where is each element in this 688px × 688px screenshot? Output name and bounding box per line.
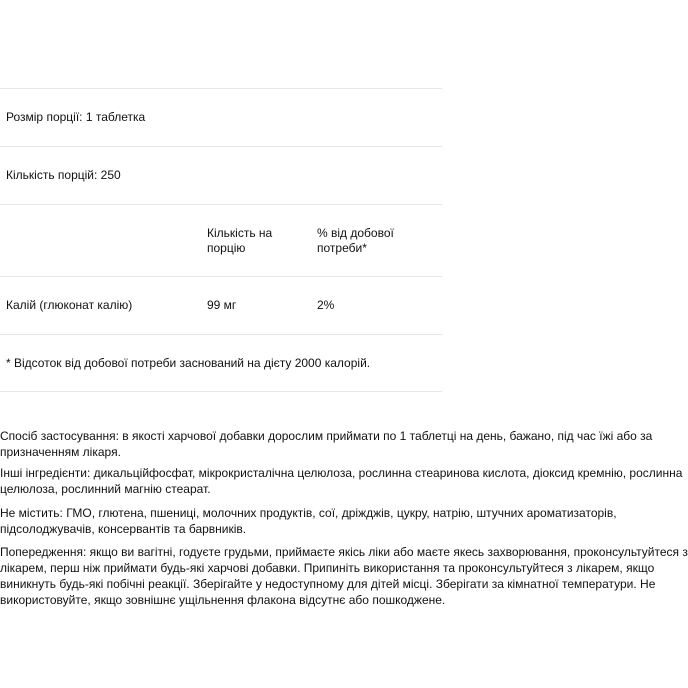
daily-value-footnote: * Відсоток від добової потреби заснований на дієту 2000 калорій. [6,356,371,370]
ingredient-amount: 99 мг [207,298,237,312]
serving-size-text: Розмір порції: 1 таблетка [6,110,146,124]
other-ingredients: Інші інгредієнти: дикальційфосфат, мікрокристалічна целюлоза, рослинна стеаринова кислота, діоксид кремнію, рослинна целюлоза, рослинний магнію стеарат. [0,466,683,496]
table-row [0,276,442,334]
warning-text: Попередження: якщо ви вагітні, годуєте грудьми, приймаєте якісь ліки або маєте якесь захворювання, проконсультуйтеся з лікарем, перш ніж приймати будь-які харчові добавки. Припиніть використання та проконсультуйтеся з лікарем, якщо виникнуть будь-які побічні реакції. Зберігайте у недоступному для дітей місці. Зберігати за кімнатної температури. Не використовуйте, якщо зовнішнє ущільнення флакона відсутнє або пошкоджене. [0,545,688,607]
serving-size-row [0,88,442,146]
table-header-row [0,204,442,276]
servings-count-row [0,146,442,204]
servings-count-text: Кількість порцій: 250 [6,168,121,182]
usage-instructions: Спосіб застосування: в якості харчової добавки дорослим приймати по 1 таблетці на день, бажано, під час їжі або за призначенням лікаря. [0,429,653,459]
ingredient-daily-value: 2% [317,298,335,312]
ingredient-name: Калій (глюконат калію) [6,298,133,312]
daily-value-header: % від добової потреби* [317,226,394,255]
supplement-facts-table [0,88,442,392]
footnote-row [0,334,442,392]
free-from-list: Не містить: ГМО, глютена, пшениці, молочних продуктів, сої, дріжджів, цукру, натрію, штучних ароматизаторів, підсолоджувачів, консервантів та барвників. [0,506,617,536]
amount-per-serving-header: Кількість на порцію [207,226,273,255]
